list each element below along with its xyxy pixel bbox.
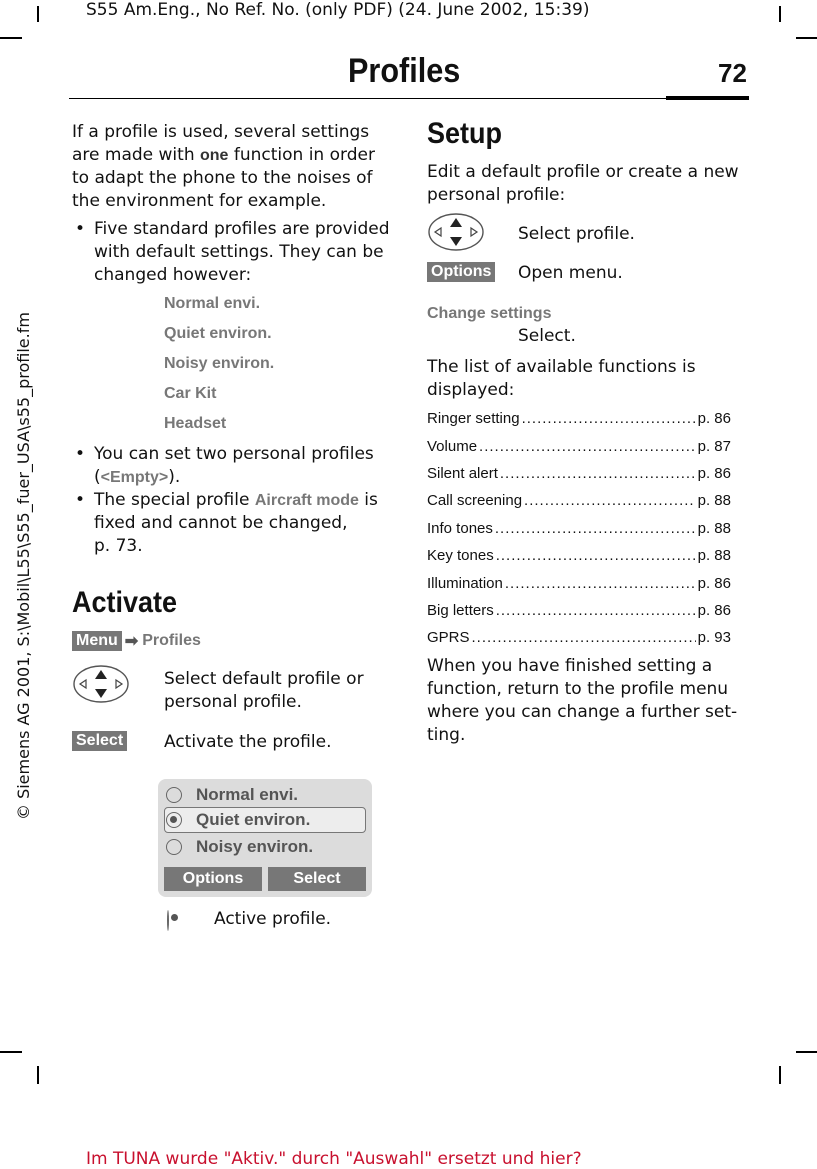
bullet-standard-profiles: • Five standard profiles are provided with default settings. They can be changed however: [72, 218, 390, 287]
menu-target: Profiles [142, 632, 201, 649]
profile-item: Normal envi. [164, 295, 261, 312]
profile-item: Noisy environ. [164, 355, 275, 372]
setup-heading: Setup [427, 117, 503, 150]
phone-list-item: Noisy environ. [166, 837, 313, 857]
profile-notes-2 [72, 443, 392, 558]
phone-select-softkey: Select [268, 867, 366, 891]
radio-on-icon [166, 812, 182, 828]
footer-note: Im TUNA wurde "Aktiv." durch "Auswahl" ersetzt und hier? [86, 1149, 582, 1169]
function-row: Key tones ..... p. 88 [427, 542, 731, 569]
arrow-icon: ➡ [124, 633, 139, 650]
change-settings-text: Select. [518, 326, 576, 346]
change-settings-label: Change settings [427, 305, 552, 322]
page-reference: p. 73. [94, 536, 143, 556]
options-softkey: Options [427, 262, 495, 282]
function-list [427, 405, 731, 652]
setup-nav-description: Select profile. [518, 224, 635, 244]
navigation-key-icon [72, 664, 130, 704]
menu-softkey: Menu [72, 631, 122, 651]
intro-paragraph: If a profile is used, several settings are made with one function in order to adapt the phone to the noises of the environment for example. [72, 122, 375, 211]
phone-list-item-selected: Quiet environ. [166, 810, 310, 830]
nav-description: Select default profile or personal profile. [164, 669, 364, 712]
crop-mark [0, 37, 22, 39]
emphasis-one: one [200, 147, 229, 164]
radio-off-icon [166, 787, 182, 803]
function-row: GPRS ..... p. 93 [427, 624, 731, 651]
page-number-rule [666, 96, 749, 100]
crop-mark [37, 1066, 39, 1084]
running-header: S55 Am.Eng., No Ref. No. (only PDF) (24. June 2002, 15:39) [86, 0, 590, 20]
phone-options-softkey: Options [164, 867, 262, 891]
crop-mark [779, 6, 781, 22]
function-row: Ringer setting ..... p. 86 [427, 405, 731, 432]
active-profile-icon [167, 910, 169, 931]
active-profile-text: Active profile. [214, 909, 332, 929]
page-number: 72 [718, 58, 747, 88]
title-rule [69, 98, 749, 99]
menu-path [72, 631, 201, 651]
crop-mark [796, 1051, 817, 1053]
function-row: Silent alert ..... p. 86 [427, 460, 731, 487]
standard-profile-list [164, 289, 274, 439]
page-title: Profiles [348, 52, 461, 90]
profile-item: Headset [164, 415, 227, 432]
radio-off-icon [166, 839, 182, 855]
crop-mark [0, 1051, 22, 1053]
setup-intro: Edit a default profile or create a new personal profile: [427, 162, 739, 205]
function-row: Info tones ..... p. 88 [427, 515, 731, 542]
bullet-personal-profiles: • You can set two personal profiles (<Empty>). [72, 443, 392, 489]
closing-paragraph: When you have finished setting a function, return to the profile menu where you can change a further set-ting. [427, 656, 738, 745]
phone-screen [158, 779, 372, 897]
navigation-key-icon [427, 212, 485, 252]
select-softkey: Select [72, 731, 127, 751]
crop-mark [796, 37, 817, 39]
function-row: Big letters ..... p. 86 [427, 597, 731, 624]
function-row: Call screening ..... p. 88 [427, 487, 731, 514]
activate-heading: Activate [72, 586, 178, 619]
function-row: Volume ..... p. 87 [427, 432, 731, 459]
phone-list-item: Normal envi. [166, 785, 298, 805]
options-description: Open menu. [518, 263, 623, 283]
crop-mark [37, 6, 39, 22]
copyright-sidebar: © Siemens AG 2001, S:\Mobil\L55\S55_fuer_USA\s55_profile.fm [14, 312, 33, 820]
profile-notes [72, 218, 390, 287]
select-description: Activate the profile. [164, 732, 332, 752]
profile-item: Car Kit [164, 385, 217, 402]
profile-item: Quiet environ. [164, 325, 272, 342]
bullet-aircraft-mode: • The special profile Aircraft mode is fixed and cannot be changed, p. 73. [72, 489, 392, 558]
crop-mark [779, 1066, 781, 1084]
function-list-intro: The list of available functions is displayed: [427, 357, 696, 400]
function-row: Illumination ..... p. 86 [427, 569, 731, 596]
